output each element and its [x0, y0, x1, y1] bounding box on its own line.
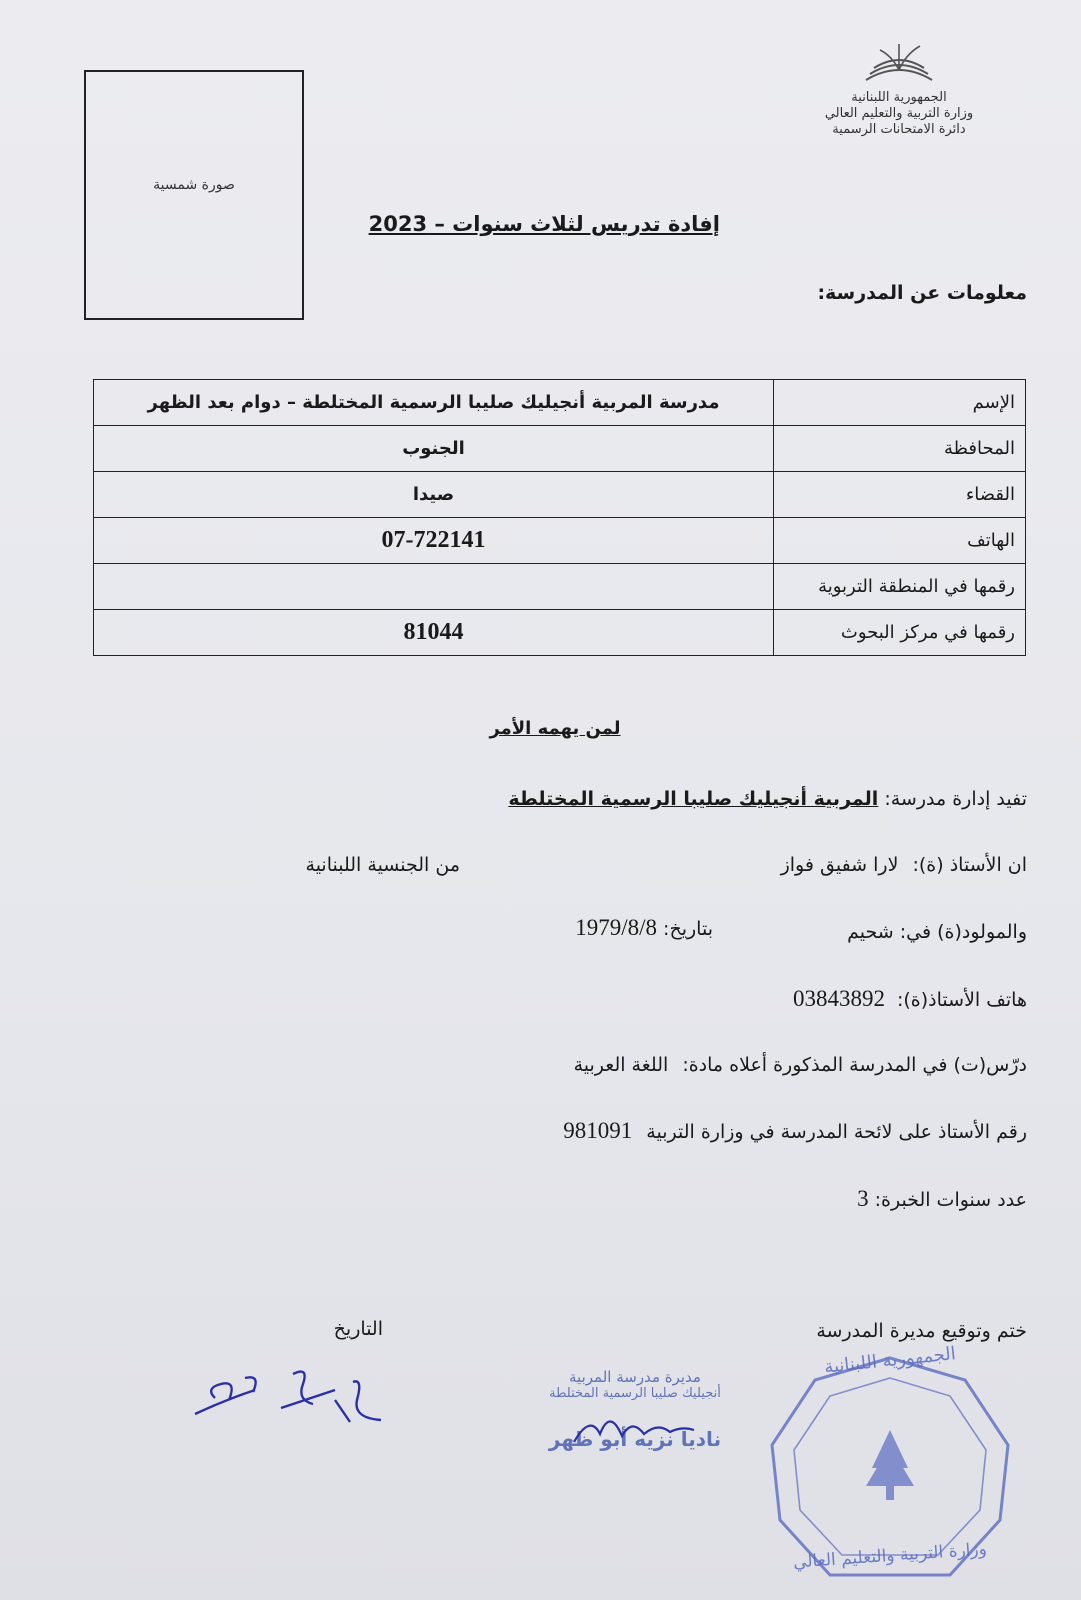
ministry-header: [789, 40, 1009, 138]
subject: اللغة العربية: [573, 1054, 669, 1076]
teacher-phone: 03843892: [792, 986, 885, 1011]
row-value: الجنوب: [94, 426, 774, 472]
stamp-top-label: الجمهورية اللبنانية: [823, 1343, 957, 1378]
book-logo-icon: [854, 40, 944, 86]
teacher-line: [781, 854, 1027, 876]
school-info-title: معلومات عن المدرسة:: [817, 282, 1027, 304]
teacher-prefix: ان الأستاذ (ة):: [912, 854, 1027, 876]
row-label: الإسم: [774, 380, 1026, 426]
subject-prefix: درّس(ت) في المدرسة المذكورة أعلاه مادة:: [682, 1054, 1027, 1076]
stamp-bottom-label: وزارة التربية والتعليم العالي: [792, 1539, 988, 1573]
nationality: من الجنسية اللبنانية: [305, 854, 460, 876]
school-name: المربية أنجيليك صليبا الرسمية المختلطة: [508, 788, 879, 810]
experience-prefix: عدد سنوات الخبرة:: [874, 1189, 1027, 1211]
row-label: المحافظة: [774, 426, 1026, 472]
experience-years: 3: [857, 1186, 869, 1211]
row-value: مدرسة المربية أنجيليك صليبا الرسمية المختلطة – دوام بعد الظهر: [94, 380, 774, 426]
signature-title: مديرة مدرسة المربية: [569, 1368, 701, 1386]
table-row: [94, 426, 1026, 472]
birth-date-line: [575, 915, 713, 941]
table-row: [94, 518, 1026, 564]
experience-line: [857, 1186, 1027, 1212]
birth-line: [847, 921, 1027, 943]
date-label: التاريخ: [333, 1318, 383, 1340]
header-line-2: وزارة التربية والتعليم العالي: [824, 106, 974, 121]
registry-line: [563, 1118, 1027, 1144]
birth-place: شحيم: [847, 921, 894, 943]
signature-scribble-icon: [570, 1404, 700, 1448]
row-label: القضاء: [774, 472, 1026, 518]
date-prefix: بتاريخ:: [663, 918, 713, 940]
row-value: 81044: [94, 610, 774, 656]
to-whom-it-may-concern: لمن يهمه الأمر: [489, 718, 621, 739]
born-prefix: والمولود(ة) في:: [899, 921, 1027, 943]
header-line-3: دائرة الامتحانات الرسمية: [832, 122, 966, 137]
row-value: [94, 564, 774, 610]
table-row: [94, 564, 1026, 610]
birth-date: 1979/8/8: [575, 915, 657, 940]
school-line: [508, 788, 1027, 810]
document-title: إفادة تدريس لثلاث سنوات – 2023: [368, 212, 720, 236]
registry-number: 981091: [563, 1118, 633, 1143]
phone-prefix: هاتف الأستاذ(ة):: [896, 989, 1027, 1011]
table-row: [94, 472, 1026, 518]
row-value: 07-722141: [94, 518, 774, 564]
signature-school: أنجيليك صليبا الرسمية المختلطة: [549, 1386, 721, 1401]
row-label: رقمها في مركز البحوث: [774, 610, 1026, 656]
phone-line: [793, 986, 1027, 1012]
teacher-name: لارا شفيق فواز: [780, 854, 899, 876]
photo-placeholder: [84, 70, 304, 320]
subject-line: [574, 1054, 1027, 1076]
signature-name: ناديا نزيه أبو ظهر: [548, 1427, 722, 1451]
photo-label: صورة شمسية: [153, 177, 235, 193]
row-value: صيدا: [94, 472, 774, 518]
stamp-signature-label: ختم وتوقيع مديرة المدرسة: [816, 1320, 1027, 1342]
school-info-table: [93, 379, 1026, 656]
table-row: [94, 610, 1026, 656]
handwritten-date-icon: [185, 1360, 395, 1440]
school-prefix: تفيد إدارة مدرسة:: [884, 788, 1027, 810]
header-line-1: الجمهورية اللبنانية: [851, 90, 947, 105]
table-row: [94, 380, 1026, 426]
registry-prefix: رقم الأستاذ على لائحة المدرسة في وزارة التربية: [646, 1121, 1027, 1143]
row-label: رقمها في المنطقة التربوية: [774, 564, 1026, 610]
row-label: الهاتف: [774, 518, 1026, 564]
